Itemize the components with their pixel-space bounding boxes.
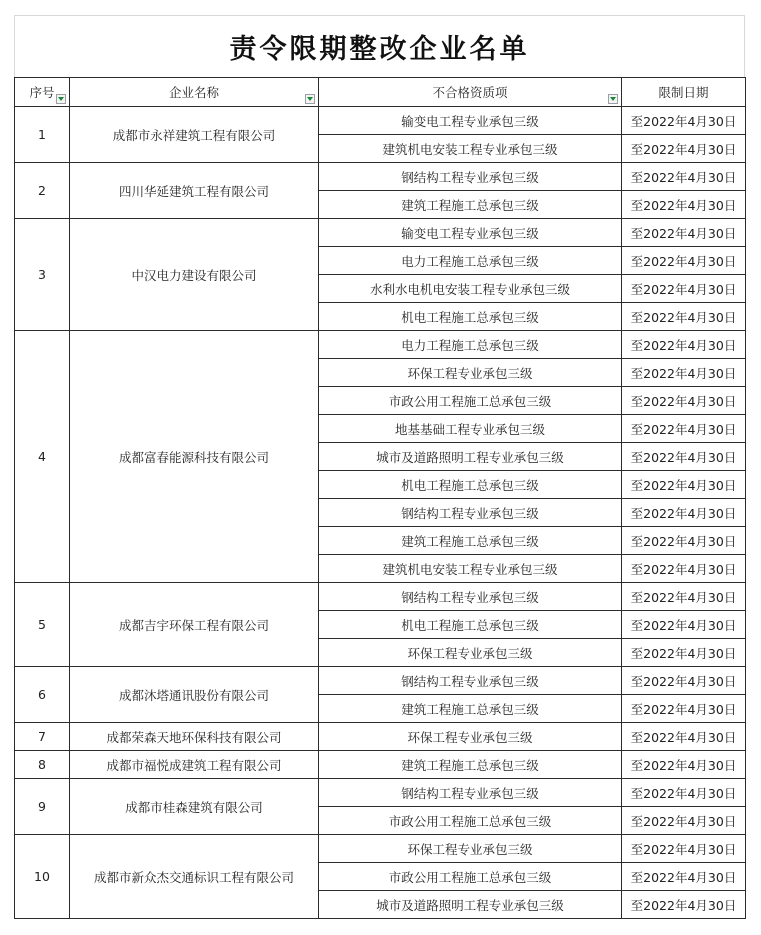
qualification-cell: 建筑工程施工总承包三级 [319, 695, 622, 723]
deadline-cell: 至2022年4月30日 [622, 555, 746, 583]
seq-cell: 7 [15, 723, 70, 751]
deadline-cell: 至2022年4月30日 [622, 387, 746, 415]
header-deadline [622, 78, 746, 107]
seq-cell: 1 [15, 107, 70, 163]
header-deadline-label: 限制日期 [658, 85, 709, 100]
qualification-cell: 电力工程施工总承包三级 [319, 247, 622, 275]
qualification-cell: 建筑工程施工总承包三级 [319, 751, 622, 779]
seq-cell: 9 [15, 779, 70, 835]
company-cell: 成都吉宇环保工程有限公司 [70, 583, 319, 667]
deadline-cell: 至2022年4月30日 [622, 415, 746, 443]
deadline-cell: 至2022年4月30日 [622, 527, 746, 555]
qualification-cell: 钢结构工程专业承包三级 [319, 163, 622, 191]
deadline-cell: 至2022年4月30日 [622, 639, 746, 667]
qualification-cell: 环保工程专业承包三级 [319, 359, 622, 387]
qualification-cell: 环保工程专业承包三级 [319, 723, 622, 751]
filter-dropdown-icon[interactable] [305, 94, 315, 104]
table-row [15, 219, 746, 247]
company-cell: 成都富春能源科技有限公司 [70, 331, 319, 583]
deadline-cell: 至2022年4月30日 [622, 499, 746, 527]
deadline-cell: 至2022年4月30日 [622, 247, 746, 275]
company-cell: 成都市新众杰交通标识工程有限公司 [70, 835, 319, 919]
deadline-cell: 至2022年4月30日 [622, 779, 746, 807]
table-row [15, 331, 746, 359]
table-row [15, 107, 746, 135]
table-row [15, 667, 746, 695]
seq-cell: 6 [15, 667, 70, 723]
qualification-cell: 市政公用工程施工总承包三级 [319, 863, 622, 891]
qualification-cell: 水利水电机电安装工程专业承包三级 [319, 275, 622, 303]
seq-cell: 10 [15, 835, 70, 919]
qualification-cell: 环保工程专业承包三级 [319, 639, 622, 667]
deadline-cell: 至2022年4月30日 [622, 303, 746, 331]
qualification-cell: 建筑工程施工总承包三级 [319, 191, 622, 219]
qualification-cell: 钢结构工程专业承包三级 [319, 667, 622, 695]
deadline-cell: 至2022年4月30日 [622, 191, 746, 219]
deadline-cell: 至2022年4月30日 [622, 135, 746, 163]
deadline-cell: 至2022年4月30日 [622, 331, 746, 359]
header-company [70, 78, 319, 107]
deadline-cell: 至2022年4月30日 [622, 807, 746, 835]
company-cell: 成都市桂森建筑有限公司 [70, 779, 319, 835]
qualification-cell: 环保工程专业承包三级 [319, 835, 622, 863]
seq-cell: 8 [15, 751, 70, 779]
deadline-cell: 至2022年4月30日 [622, 891, 746, 919]
header-seq-label: 序号 [29, 85, 55, 100]
qualification-cell: 钢结构工程专业承包三级 [319, 499, 622, 527]
filter-dropdown-icon[interactable] [56, 94, 66, 104]
deadline-cell: 至2022年4月30日 [622, 275, 746, 303]
company-cell: 四川华延建筑工程有限公司 [70, 163, 319, 219]
deadline-cell: 至2022年4月30日 [622, 583, 746, 611]
header-company-label: 企业名称 [168, 85, 219, 100]
table-row [15, 835, 746, 863]
qualification-cell: 机电工程施工总承包三级 [319, 303, 622, 331]
deadline-cell: 至2022年4月30日 [622, 723, 746, 751]
qualification-cell: 电力工程施工总承包三级 [319, 331, 622, 359]
qualification-cell: 市政公用工程施工总承包三级 [319, 807, 622, 835]
deadline-cell: 至2022年4月30日 [622, 359, 746, 387]
qualification-cell: 市政公用工程施工总承包三级 [319, 387, 622, 415]
qualification-cell: 建筑机电安装工程专业承包三级 [319, 135, 622, 163]
header-item [319, 78, 622, 107]
company-cell: 成都市福悦成建筑工程有限公司 [70, 751, 319, 779]
page-title: 责令限期整改企业名单 [14, 15, 745, 77]
qualification-cell: 城市及道路照明工程专业承包三级 [319, 891, 622, 919]
qualification-cell: 城市及道路照明工程专业承包三级 [319, 443, 622, 471]
qualification-cell: 机电工程施工总承包三级 [319, 471, 622, 499]
deadline-cell: 至2022年4月30日 [622, 163, 746, 191]
table-row [15, 751, 746, 779]
seq-cell: 3 [15, 219, 70, 331]
table-row [15, 583, 746, 611]
company-cell: 成都荣森天地环保科技有限公司 [70, 723, 319, 751]
qualification-cell: 钢结构工程专业承包三级 [319, 779, 622, 807]
qualification-cell: 建筑工程施工总承包三级 [319, 527, 622, 555]
deadline-cell: 至2022年4月30日 [622, 219, 746, 247]
company-cell: 成都沐塔通讯股份有限公司 [70, 667, 319, 723]
header-seq [15, 78, 70, 107]
spreadsheet [14, 15, 745, 919]
deadline-cell: 至2022年4月30日 [622, 835, 746, 863]
qualification-cell: 机电工程施工总承包三级 [319, 611, 622, 639]
qualification-cell: 钢结构工程专业承包三级 [319, 583, 622, 611]
table-row [15, 163, 746, 191]
qualification-cell: 建筑机电安装工程专业承包三级 [319, 555, 622, 583]
rectification-table [14, 77, 746, 919]
filter-dropdown-icon[interactable] [608, 94, 618, 104]
qualification-cell: 地基基础工程专业承包三级 [319, 415, 622, 443]
deadline-cell: 至2022年4月30日 [622, 695, 746, 723]
deadline-cell: 至2022年4月30日 [622, 751, 746, 779]
deadline-cell: 至2022年4月30日 [622, 443, 746, 471]
deadline-cell: 至2022年4月30日 [622, 863, 746, 891]
seq-cell: 5 [15, 583, 70, 667]
table-row [15, 779, 746, 807]
header-item-label: 不合格资质项 [432, 85, 508, 100]
deadline-cell: 至2022年4月30日 [622, 107, 746, 135]
deadline-cell: 至2022年4月30日 [622, 471, 746, 499]
table-row [15, 723, 746, 751]
deadline-cell: 至2022年4月30日 [622, 611, 746, 639]
company-cell: 成都市永祥建筑工程有限公司 [70, 107, 319, 163]
qualification-cell: 输变电工程专业承包三级 [319, 107, 622, 135]
header-row [15, 78, 746, 107]
company-cell: 中汉电力建设有限公司 [70, 219, 319, 331]
deadline-cell: 至2022年4月30日 [622, 667, 746, 695]
seq-cell: 2 [15, 163, 70, 219]
qualification-cell: 输变电工程专业承包三级 [319, 219, 622, 247]
seq-cell: 4 [15, 331, 70, 583]
